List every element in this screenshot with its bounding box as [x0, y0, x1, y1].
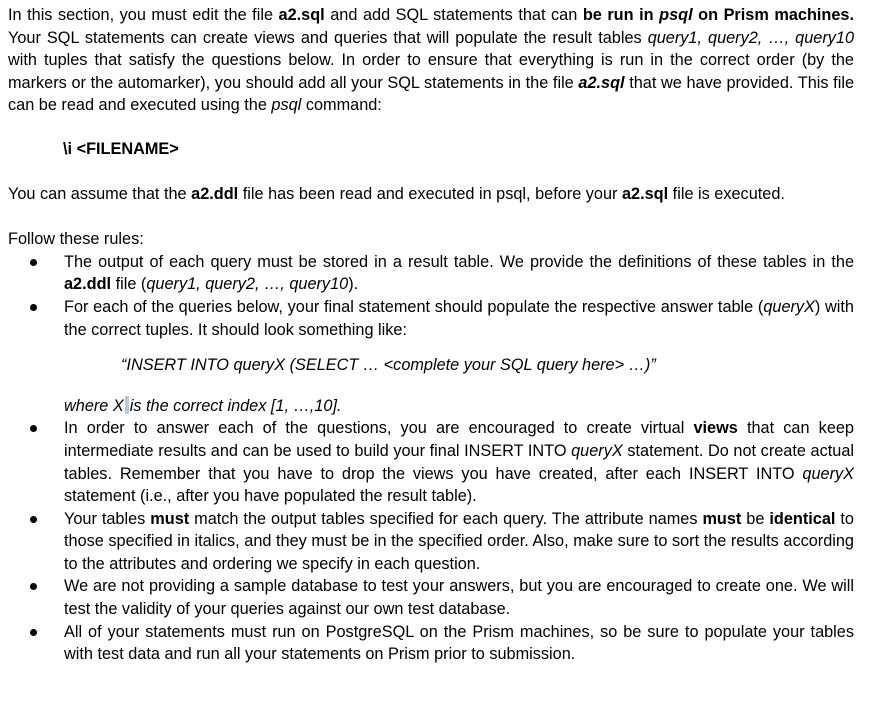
bullet-icon [30, 425, 37, 432]
filename-a2-sql: a2.sql [278, 6, 325, 24]
assumption-paragraph: You can assume that the a2.ddl file has been read and executed in psql, before your a2.sql file is executed. [8, 184, 785, 203]
identical-emphasis: identical [769, 509, 836, 528]
rules-heading: Follow these rules: [8, 230, 144, 249]
filename-a2-ddl: a2.ddl [64, 275, 112, 294]
must-emphasis: must [702, 509, 742, 528]
bullet-icon [30, 259, 37, 266]
bullet-icon [30, 516, 37, 523]
rule-item: Your tables must match the output tables specified for each query. The attribute names must be identical to those specified in italics, and they must be in the specified order. Also, make sure to sort the results according to the attributes and ordering we specify in each question. [8, 508, 854, 576]
queryx-term: queryX [802, 464, 854, 483]
filename-a2-ddl: a2.ddl [191, 184, 239, 203]
queryx-term: queryX [571, 441, 623, 460]
intro-text: that we have provided. This file can be read and executed using the [8, 73, 854, 115]
intro-text: with tuples that satisfy the questions below. In order to ensure that everything is run in the correct order (by the markers or the automarker), you should add all your SQL statements in the file [8, 51, 854, 92]
filename-a2-sql: a2.sql [621, 184, 669, 203]
rules-list [8, 251, 854, 666]
rule-item: All of your statements must run on PostgreSQL on the Prism machines, so be sure to populate your tables with test data and run all your statements on Prism prior to submission. [8, 621, 854, 666]
intro-text: command: [301, 96, 382, 115]
document-page [8, 4, 854, 666]
rule-item: We are not providing a sample database to test your answers, but you are encouraged to create one. We will test the validity of your queries against our own test database. [8, 575, 854, 620]
rule-item: For each of the queries below, your final statement should populate the respective answer table (queryX) with the correct tuples. It should look something like: “INSERT INTO queryX (SELECT … <complete your SQL query here> …)” where X is the correct index [1, …,10]. [8, 296, 854, 417]
insert-example: “INSERT INTO queryX (SELECT … <complete your SQL query here> …)” [121, 356, 656, 375]
bullet-icon [30, 583, 37, 590]
must-emphasis: must [150, 509, 190, 528]
rule-item: The output of each query must be stored in a result table. We provide the definitions of these tables in the a2.ddl file (query1, query2, …, query10). [8, 251, 854, 296]
intro-paragraph [8, 4, 854, 117]
text-cursor [125, 396, 129, 414]
query-table-names: query1, query2, …, query10 [146, 275, 349, 294]
intro-text: and add SQL statements that can [324, 6, 583, 24]
bullet-icon [30, 629, 37, 636]
views-term: views [693, 419, 738, 438]
bullet-icon [30, 304, 37, 311]
rule-item: In order to answer each of the questions, you are encouraged to create virtual views that can keep intermediate results and can be used to build your final INSERT INTO queryX statement. Do not create actual tables. Remember that you have to drop the views you have created, after each INSERT INTO queryX statement (i.e., after you have populated the result table). [8, 417, 854, 507]
psql-term: psql [659, 6, 693, 24]
queryx-term: queryX [763, 297, 815, 316]
psql-include-command: \i <FILENAME> [63, 139, 179, 158]
psql-term: psql [271, 96, 302, 115]
filename-a2-sql: a2.sql [578, 73, 625, 92]
intro-text: In this section, you must edit the file [8, 6, 279, 24]
intro-text: Your SQL statements can create views and queries that will populate the result tables [8, 28, 648, 47]
index-note: where X is the correct index [1, …,10]. [64, 396, 342, 415]
run-in-psql-phrase: be run in psql on Prism machines. [582, 6, 854, 24]
query-table-names: query1, query2, …, query10 [647, 28, 854, 47]
